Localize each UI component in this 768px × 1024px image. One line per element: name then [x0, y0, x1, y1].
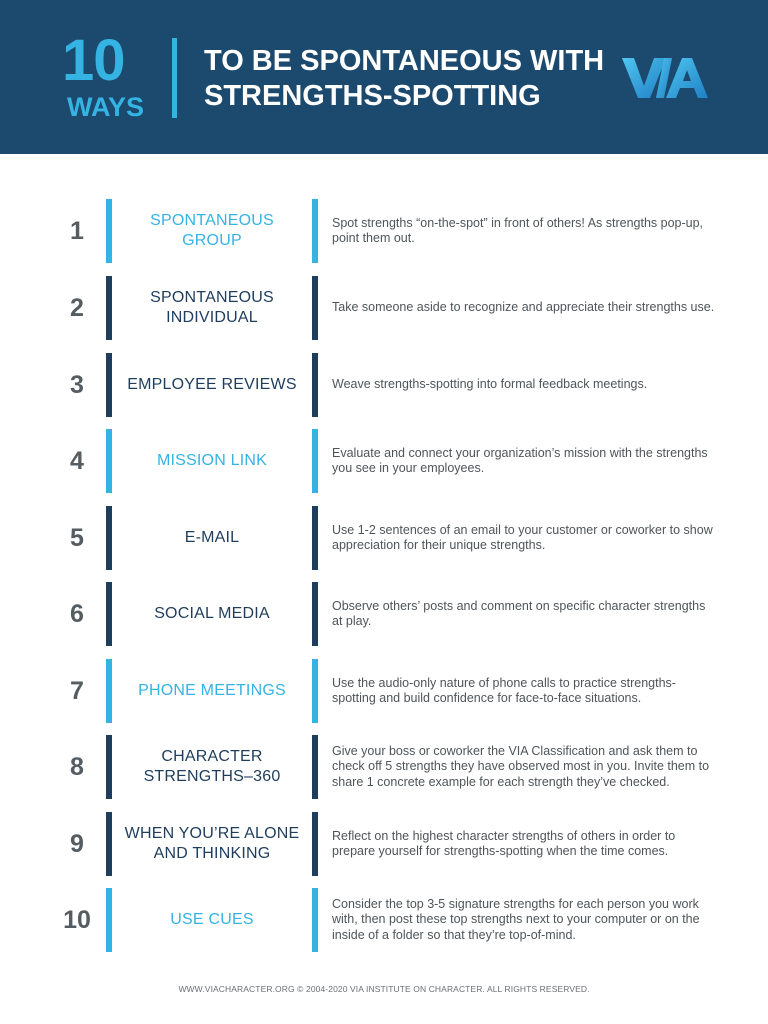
- list-item: [0, 735, 768, 799]
- item-label: EMPLOYEE REVIEWS: [127, 376, 297, 393]
- item-accent-bar: [106, 735, 112, 799]
- list-item: [0, 506, 768, 570]
- item-accent-bar: [106, 353, 112, 417]
- item-label: MISSION LINK: [157, 452, 267, 469]
- item-description: Evaluate and connect your organization’s mission with the strengths you see in your employees.: [332, 445, 708, 475]
- item-accent-bar: [106, 276, 112, 340]
- item-number: 5: [70, 523, 84, 552]
- item-accent-bar: [312, 582, 318, 646]
- item-description: Give your boss or coworker the VIA Classification and ask them to check off 5 strengths they have observed most in you. Invite them to share 1 concrete example for each strength they’ve checked.: [332, 743, 710, 789]
- item-number: 2: [70, 293, 84, 322]
- item-label: CHARACTER STRENGTHS–360: [143, 748, 281, 785]
- footer-copyright: WWW.VIACHARACTER.ORG © 2004-2020 VIA INSTITUTE ON CHARACTER. ALL RIGHTS RESERVED.: [178, 984, 590, 994]
- item-number: 3: [70, 370, 84, 399]
- item-number: 8: [70, 752, 84, 781]
- item-description: Use 1-2 sentences of an email to your customer or coworker to show appreciation for their unique strengths.: [332, 522, 713, 552]
- item-label: PHONE MEETINGS: [138, 682, 286, 699]
- item-label: SOCIAL MEDIA: [154, 605, 270, 622]
- item-number: 6: [70, 599, 84, 628]
- item-accent-bar: [312, 888, 318, 952]
- item-label: SPONTANEOUS GROUP: [150, 212, 274, 249]
- header-banner: [0, 0, 768, 154]
- item-accent-bar: [106, 429, 112, 493]
- item-description: Reflect on the highest character strengths of others in order to prepare yourself for strengths-spotting when the time comes.: [332, 828, 676, 858]
- item-accent-bar: [312, 429, 318, 493]
- item-accent-bar: [312, 276, 318, 340]
- item-number: 1: [70, 216, 84, 245]
- header-ways: WAYS: [67, 92, 145, 122]
- item-label: USE CUES: [170, 911, 254, 928]
- item-accent-bar: [106, 582, 112, 646]
- item-accent-bar: [106, 506, 112, 570]
- item-accent-bar: [106, 659, 112, 723]
- item-accent-bar: [106, 888, 112, 952]
- item-label: WHEN YOU’RE ALONE AND THINKING: [124, 825, 300, 862]
- list-item: [0, 582, 768, 646]
- item-description: Observe others’ posts and comment on specific character strengths at play.: [332, 598, 706, 628]
- list-item: [0, 199, 768, 263]
- item-label: SPONTANEOUS INDIVIDUAL: [150, 289, 274, 326]
- item-description: Consider the top 3-5 signature strengths for each person you work with, then post these top strengths next to your computer or on the inside of a folder so that they’re top-of-mind.: [332, 896, 700, 942]
- item-number: 4: [70, 446, 84, 475]
- item-number: 10: [63, 905, 91, 934]
- list-item: [0, 276, 768, 340]
- item-accent-bar: [312, 353, 318, 417]
- item-accent-bar: [312, 506, 318, 570]
- list-item: [0, 812, 768, 876]
- via-logo: [620, 52, 710, 102]
- header-number: 10: [62, 28, 125, 93]
- item-description: Use the audio-only nature of phone calls to practice strengths-spotting and build confidence for face-to-face situations.: [332, 675, 676, 705]
- list-item: [0, 888, 768, 952]
- item-description: Spot strengths “on-the-spot” in front of others! As strengths pop-up, point them out.: [332, 215, 704, 245]
- item-accent-bar: [312, 812, 318, 876]
- item-description: Weave strengths-spotting into formal feedback meetings.: [332, 377, 648, 392]
- item-accent-bar: [312, 199, 318, 263]
- header-title: TO BE SPONTANEOUS WITH STRENGTHS-SPOTTING: [204, 45, 605, 112]
- item-number: 7: [70, 676, 84, 705]
- item-accent-bar: [312, 659, 318, 723]
- item-number: 9: [70, 829, 84, 858]
- item-label: E-MAIL: [184, 529, 240, 546]
- header-divider: [172, 38, 177, 118]
- item-accent-bar: [106, 812, 112, 876]
- item-accent-bar: [106, 199, 112, 263]
- list-item: [0, 429, 768, 493]
- list-item: [0, 353, 768, 417]
- item-description: Take someone aside to recognize and appreciate their strengths use.: [332, 300, 715, 315]
- item-accent-bar: [312, 735, 318, 799]
- list-item: [0, 659, 768, 723]
